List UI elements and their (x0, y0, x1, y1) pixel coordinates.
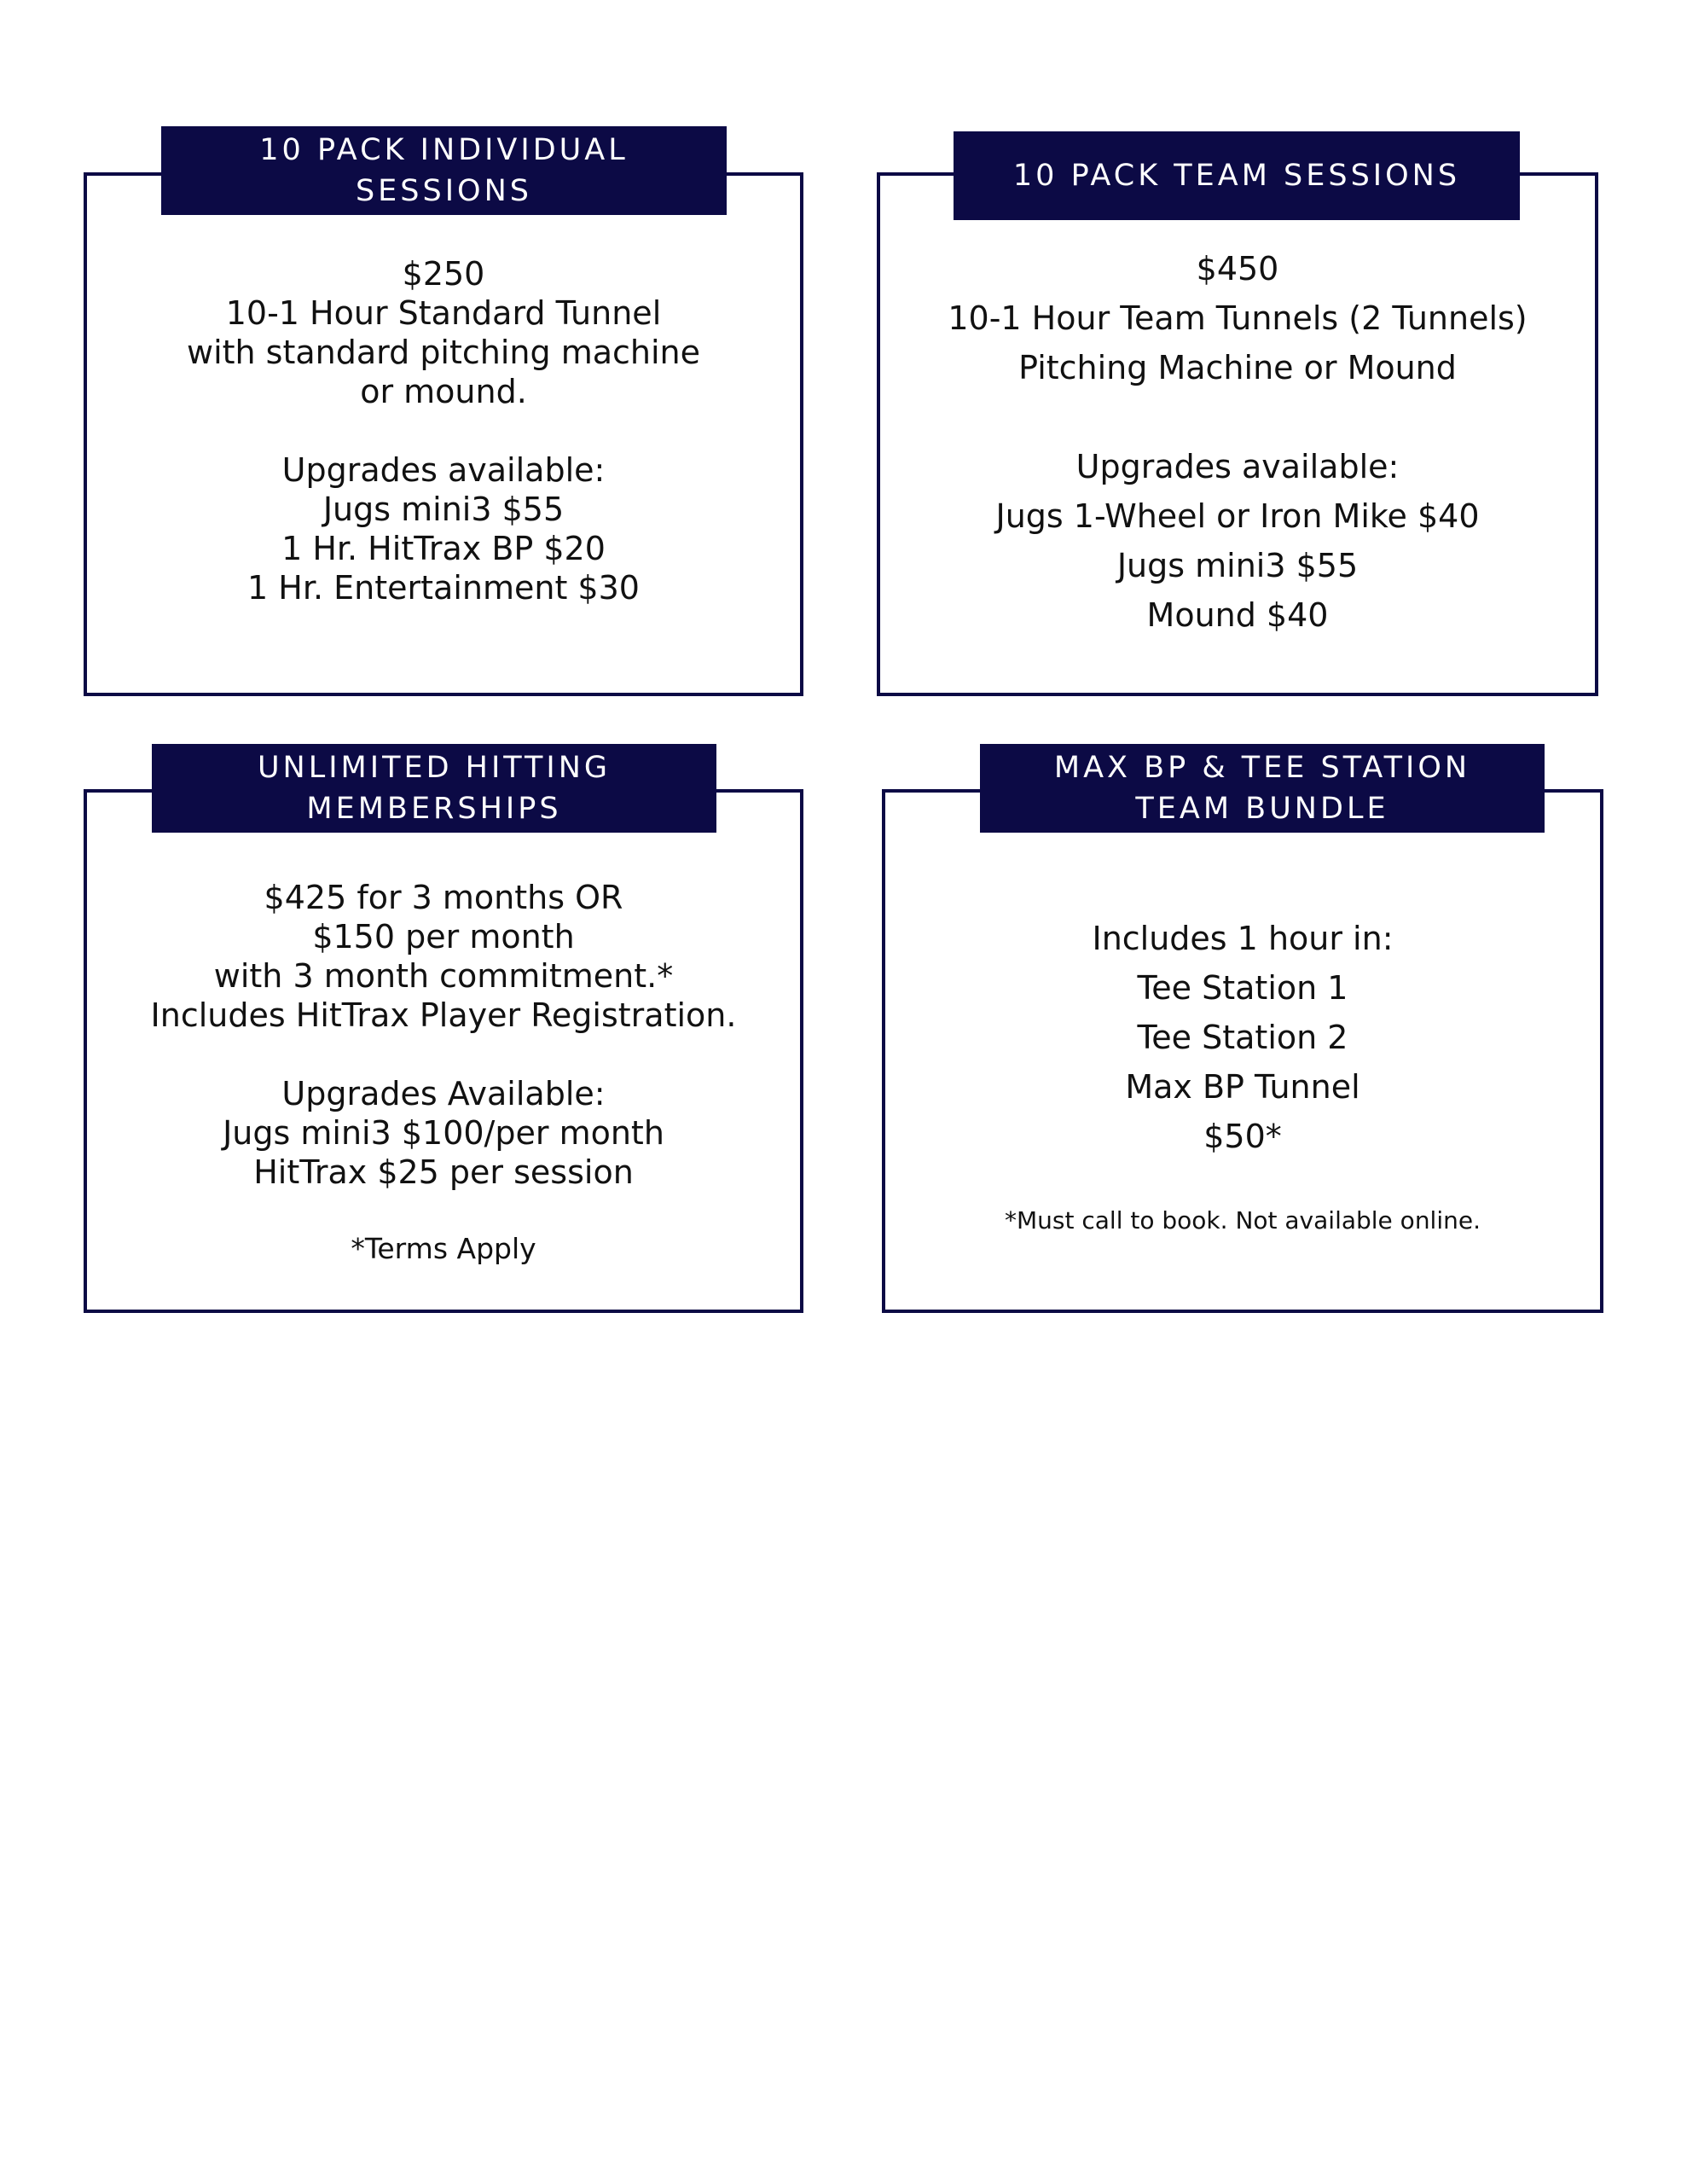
card-title-banner (161, 126, 727, 215)
description-line: $150 per month (312, 918, 575, 956)
card-title-banner (954, 131, 1520, 220)
card-title-line: MAX BP & TEE STATION (1053, 751, 1471, 785)
card-title-line: UNLIMITED HITTING (257, 751, 612, 785)
card-title-line: 10 PACK TEAM SESSIONS (1012, 159, 1461, 193)
booking-note: *Must call to book. Not available online. (1005, 1206, 1481, 1234)
card-max-bp-bundle (882, 789, 1603, 1313)
card-body (880, 244, 1595, 640)
description-line: with 3 month commitment.* (213, 957, 674, 995)
card-body (87, 254, 800, 607)
card-title-line: 10 PACK INDIVIDUAL (259, 133, 629, 167)
price-text: $50* (1203, 1118, 1282, 1155)
card-title-line: SESSIONS (355, 174, 533, 208)
description-line: or mound. (360, 373, 527, 410)
price-text: $250 (402, 255, 485, 293)
description-line: Tee Station 2 (1137, 1019, 1348, 1056)
upgrades-heading: Upgrades Available: (281, 1075, 606, 1112)
description-line: with standard pitching machine (186, 334, 701, 371)
price-text: $450 (1196, 250, 1279, 288)
upgrade-item: Jugs mini3 $55 (1116, 547, 1359, 584)
card-team-sessions (877, 172, 1598, 696)
upgrade-item: HitTrax $25 per session (253, 1153, 634, 1191)
upgrade-item: 1 Hr. HitTrax BP $20 (281, 530, 606, 567)
upgrade-item: Mound $40 (1146, 596, 1329, 634)
card-body (87, 878, 800, 1269)
upgrade-item: Jugs 1-Wheel or Iron Mike $40 (995, 497, 1480, 535)
description-line: Tee Station 1 (1137, 969, 1348, 1007)
description-line: Includes HitTrax Player Registration. (150, 996, 737, 1034)
upgrade-item: Jugs mini3 $100/per month (223, 1114, 664, 1152)
card-individual-sessions (84, 172, 803, 696)
card-body (885, 914, 1600, 1238)
description-line: 10-1 Hour Team Tunnels (2 Tunnels) (948, 299, 1528, 337)
card-unlimited-hitting (84, 789, 803, 1313)
description-line: 10-1 Hour Standard Tunnel (225, 294, 662, 332)
description-line: Includes 1 hour in: (1092, 920, 1394, 957)
card-title-banner (152, 744, 716, 833)
upgrades-heading: Upgrades available: (281, 451, 606, 489)
card-title-line: TEAM BUNDLE (1135, 792, 1389, 826)
card-title-banner (980, 744, 1545, 833)
terms-note: *Terms Apply (351, 1232, 536, 1265)
upgrade-item: Jugs mini3 $55 (322, 491, 565, 528)
card-title-line: MEMBERSHIPS (306, 792, 562, 826)
price-text: $425 for 3 months OR (264, 879, 623, 916)
description-line: Max BP Tunnel (1125, 1068, 1360, 1106)
description-line: Pitching Machine or Mound (1018, 349, 1457, 386)
upgrade-item: 1 Hr. Entertainment $30 (247, 569, 640, 607)
upgrades-heading: Upgrades available: (1075, 448, 1400, 485)
